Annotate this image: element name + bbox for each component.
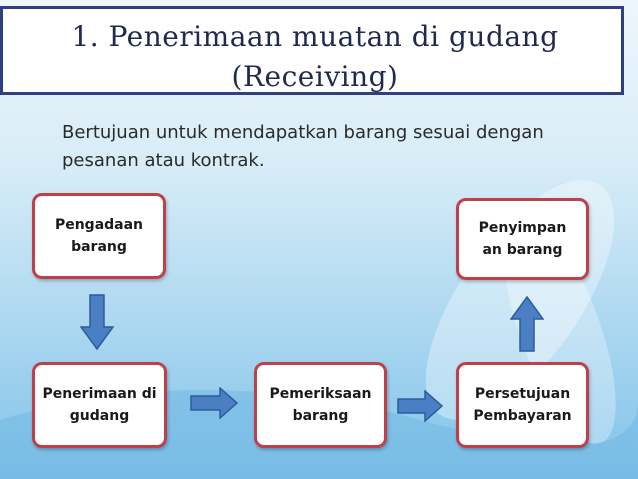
box-penerimaan-di-gudang [32, 362, 167, 448]
description-text [62, 119, 602, 175]
box-label-line-1: Pengadaan [54, 217, 144, 233]
slide-title [3, 17, 627, 97]
box-label-line-1: Persetujuan [474, 386, 571, 402]
description-line-1: Bertujuan untuk mendapatkan barang sesuai dengan [62, 122, 544, 143]
box-label-line-1: Pemeriksaan [269, 386, 372, 402]
right-arrow-icon [397, 390, 443, 422]
box-label-line-2: barang [292, 408, 349, 424]
title-line-1: 1. Penerimaan muatan di gudang [71, 20, 559, 53]
title-frame [0, 6, 624, 95]
down-arrow-icon [80, 294, 114, 350]
box-label-line-2: an barang [482, 242, 563, 258]
box-pemeriksaan-barang [254, 362, 387, 448]
up-arrow-icon [510, 296, 544, 352]
title-line-2: (Receiving) [231, 60, 399, 93]
box-label-line-2: gudang [69, 408, 130, 424]
right-arrow-icon [190, 387, 238, 419]
box-persetujuan-pembayaran [456, 362, 589, 448]
box-pengadaan-barang [32, 193, 166, 279]
box-label-line-2: barang [71, 239, 127, 255]
box-label-line-2: Pembayaran [473, 408, 572, 424]
description-line-2: pesanan atau kontrak. [62, 150, 265, 171]
box-label-line-1: Penerimaan di [42, 386, 157, 402]
box-penyimpanan-barang [456, 198, 589, 280]
box-label-line-1: Penyimpan [478, 220, 567, 236]
